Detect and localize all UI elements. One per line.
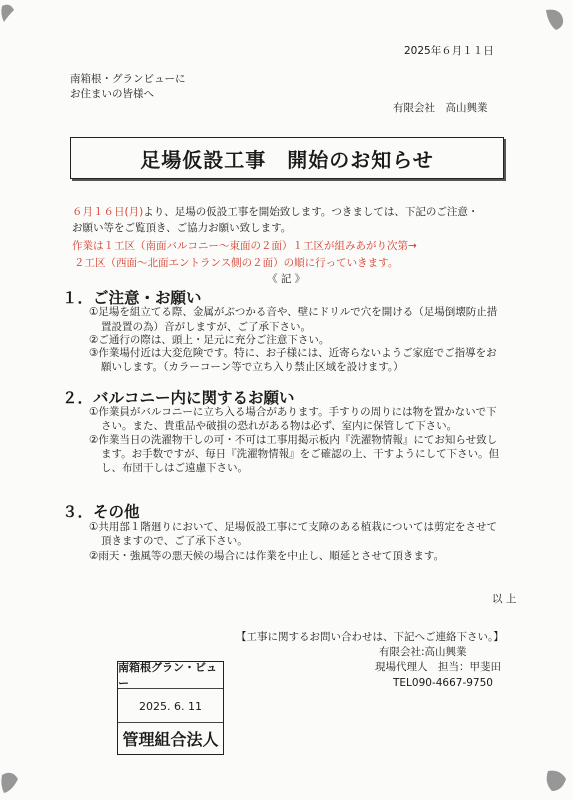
- section-1-line: ①足場を組立てる際、金属がぶつかる音や、壁にドリルで穴を開ける（足場倒壊防止措: [89, 306, 498, 318]
- recipient-line-2: お住まいの皆様へ: [70, 88, 154, 100]
- section-2-line: ます。お手数ですが、毎日『洗濯物情報』をご確認の上、干すようにして下さい。但: [101, 448, 500, 460]
- association-stamp: [117, 661, 224, 755]
- ijo-closing: 以 上: [492, 593, 517, 605]
- section-3-line: 頂きますので、ご了承下さい。: [101, 535, 248, 547]
- section-1-line: 願いします。（カラーコーン等で立ち入り禁止区域を設けます。）: [101, 361, 404, 373]
- intro-line-1-text: より、足場の仮設工事を開始致します。つきましては、下記のご注意・: [143, 206, 479, 218]
- section-1-line: 置設置の為）音がしますが、ご了承下さい。: [101, 321, 311, 333]
- section-2-line: し、布団干しはご遠慮下さい。: [101, 462, 248, 474]
- section-2-line: さい。また、貴重品や破損の恐れがある物は必ず、室内に保管して下さい。: [101, 420, 458, 432]
- intro-line-1: [72, 205, 478, 219]
- section-2-heading: ２．バルコニー内に関するお願い: [62, 389, 295, 407]
- contact-tel: TEL090-4667-9750: [393, 677, 493, 689]
- recipient-line-1: 南箱根・グランビューに: [70, 73, 186, 85]
- section-1-heading: １．ご注意・お願い: [62, 289, 202, 307]
- contact-company: 有限会社:高山興業: [379, 646, 467, 658]
- contact-agent: 現場代理人 担当：甲斐田: [375, 661, 501, 673]
- section-3-line: ①共用部１階廻りにおいて、足場仮設工事にて支障のある植栽については剪定をさせて: [89, 521, 497, 533]
- intro-line-4: ２工区（西面〜北面エントランス側の２面）の順に行っていきます。: [74, 257, 399, 269]
- stamp-date: 2025. 6. 11: [139, 699, 202, 713]
- start-date: ６月１６日(月): [72, 206, 144, 218]
- section-1-line: ③作業場付近は大変危険です。特に、お子様には、近寄らないようご家庭でご指導をお: [89, 347, 497, 359]
- corner-smudge-bottom-left: [0, 765, 30, 795]
- notice-title: 足場仮設工事 開始のお知らせ: [140, 147, 434, 172]
- stamp-association: 管理組合法人: [118, 722, 223, 753]
- corner-smudge-bottom-right: [540, 765, 570, 795]
- section-3-heading: ３．その他: [62, 503, 140, 521]
- sender-company: 有限会社 高山興業: [393, 102, 488, 114]
- notice-title-box: [70, 137, 504, 179]
- intro-line-3: 作業は１工区（南面バルコニー〜東面の２面）１工区が組みあがり次第→: [72, 240, 417, 252]
- section-1-line: ②ご通行の際は、頭上・足元に充分ご注意下さい。: [89, 334, 330, 346]
- corner-smudge-top-right: [540, 6, 570, 36]
- section-2-line: ②作業当日の洗濯物干しの可・不可は工事用掲示板内『洗濯物情報』にてお知らせ致し: [89, 434, 498, 446]
- section-2-line: ①作業員がバルコニーに立ち入る場合があります。手すりの周りには物を置かないで下: [89, 406, 497, 418]
- contact-note: 【工事に関するお問い合わせは、下記へご連絡下さい。】: [236, 631, 504, 643]
- corner-smudge-top-left: [0, 0, 30, 30]
- stamp-name: 南箱根グラン・ビュー: [118, 662, 223, 689]
- notice-date: 2025年６月１１日: [404, 45, 494, 57]
- intro-line-2: お願い等をご覧頂き、ご協力お願い致します。: [72, 222, 292, 234]
- section-3-line: ②雨天・強風等の悪天候の場合には作業を中止し、順延とさせて頂きます。: [89, 550, 445, 562]
- ki-heading: 《 記 》: [267, 273, 306, 285]
